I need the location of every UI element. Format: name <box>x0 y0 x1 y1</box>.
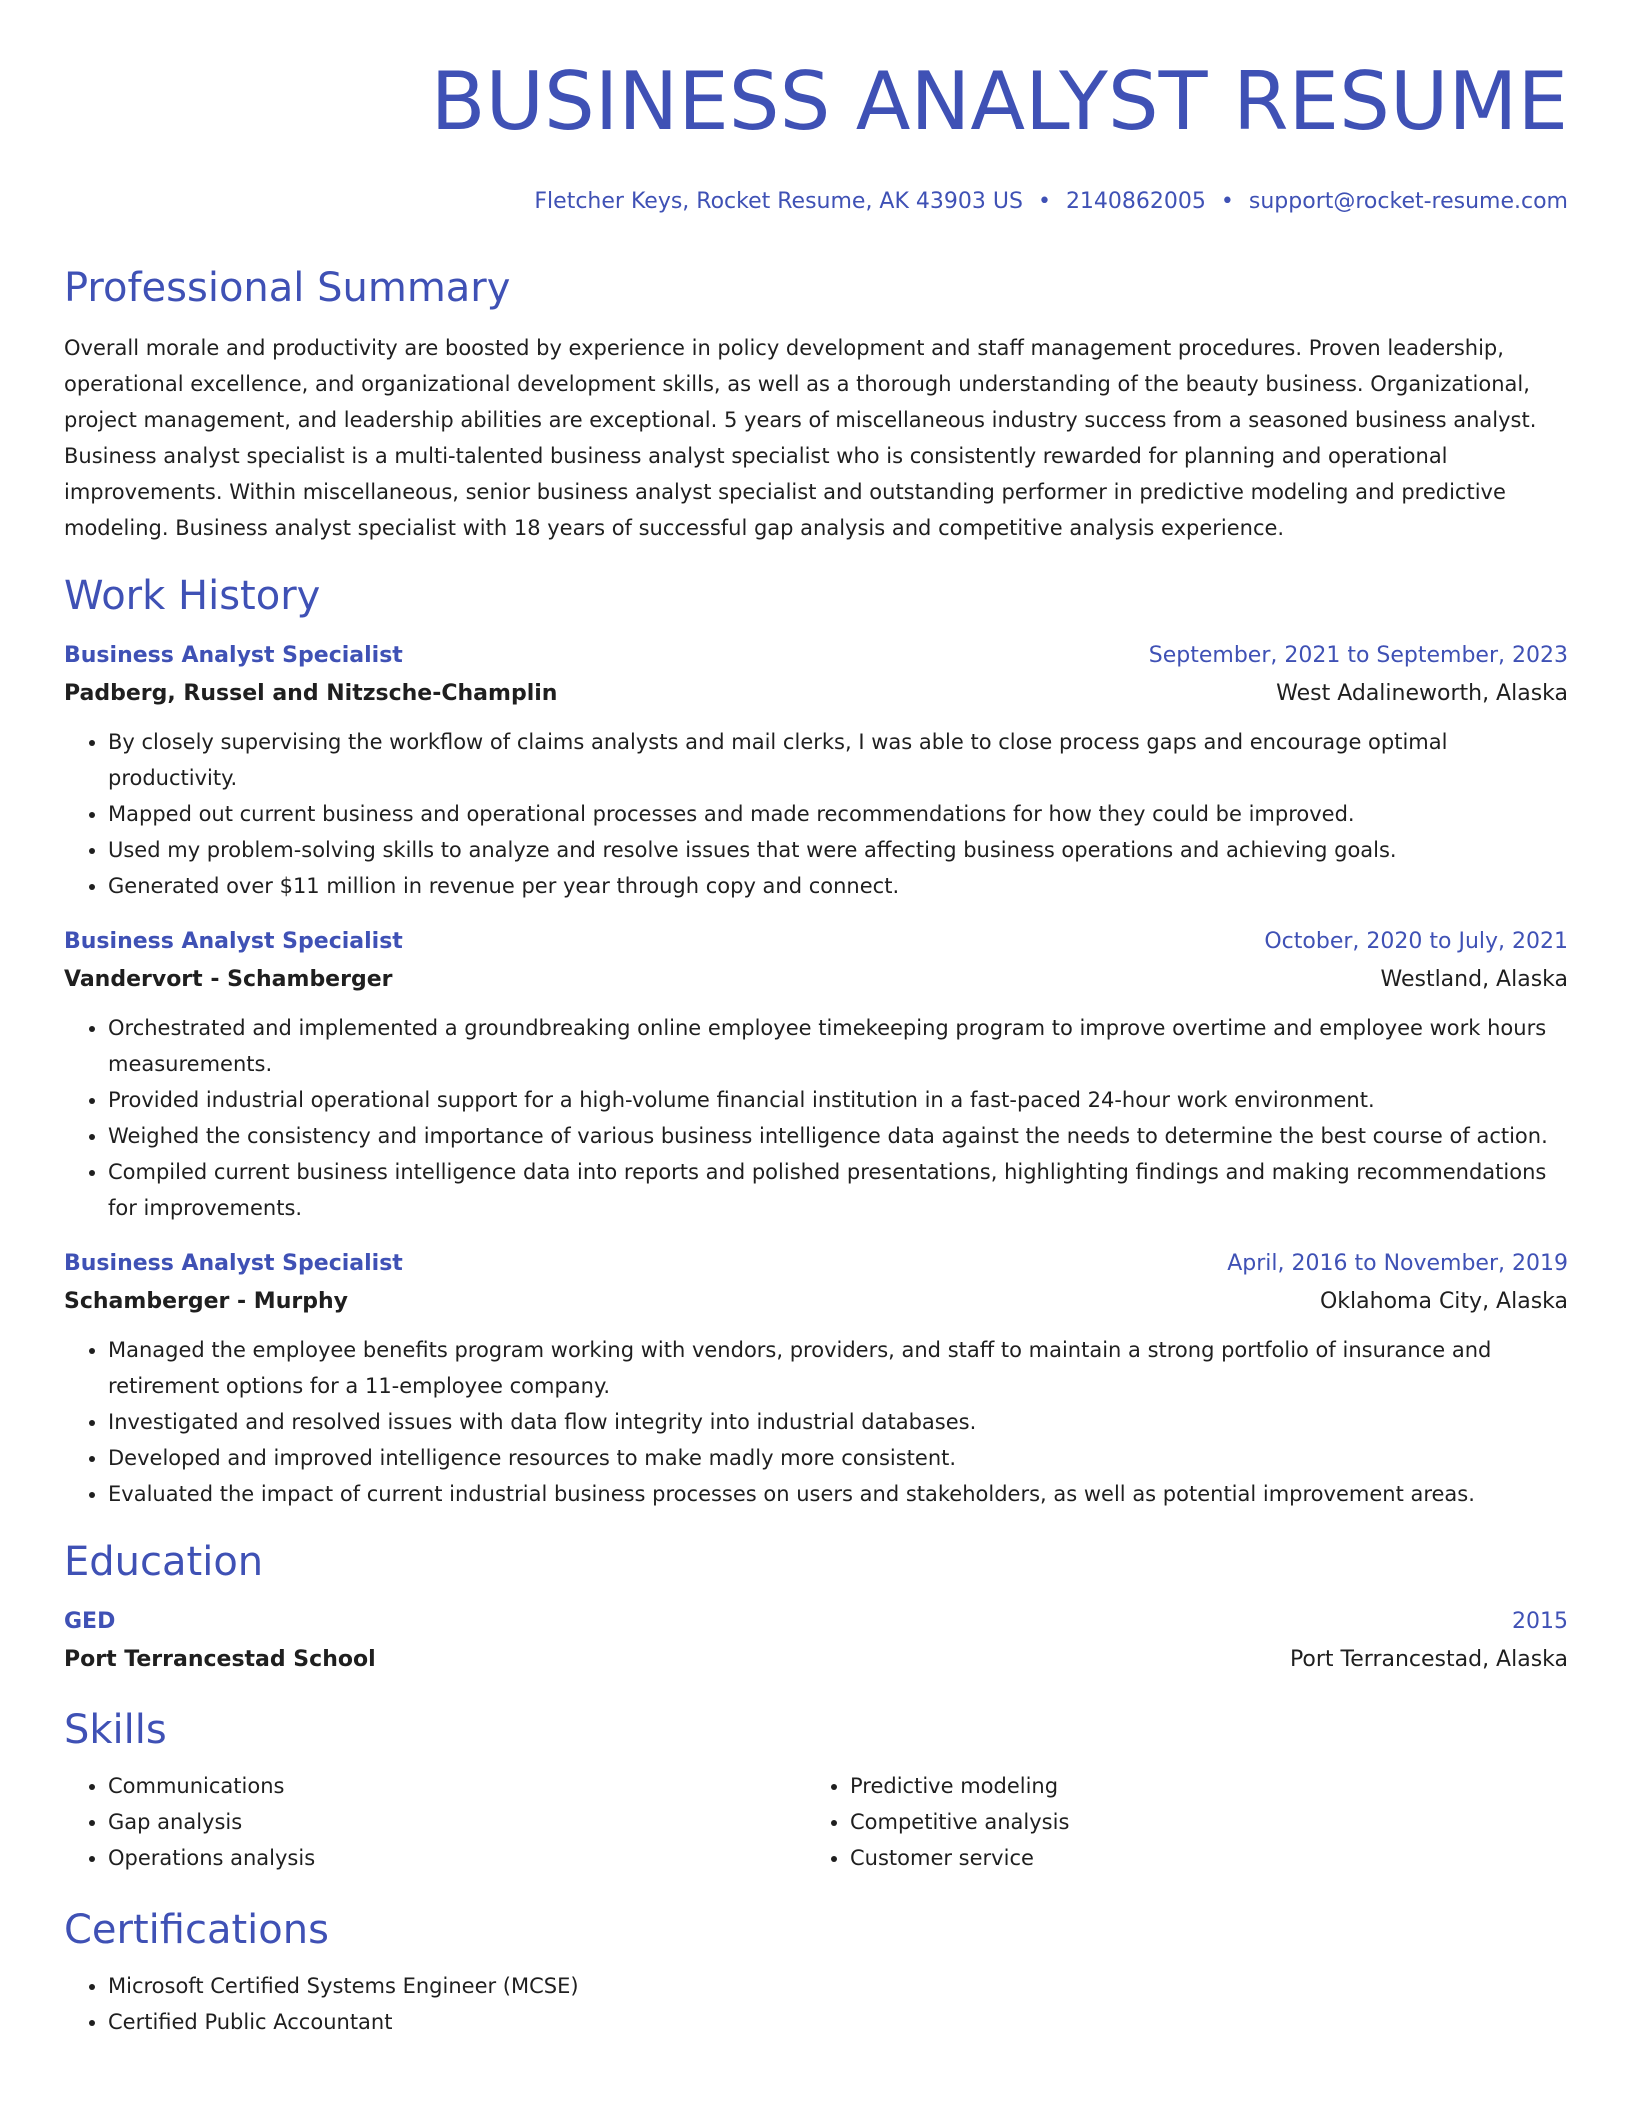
job-role: Business Analyst Specialist <box>64 929 403 954</box>
job-bullets <box>64 724 1568 904</box>
job-bullets <box>64 1332 1568 1512</box>
job-company: Schamberger - Murphy <box>64 1289 348 1314</box>
skills-list-right <box>806 1768 1548 1876</box>
job-company: Padberg, Russel and Nitzsche-Champlin <box>64 681 558 706</box>
job-dates: September, 2021 to September, 2023 <box>1148 643 1568 668</box>
section-title-summary: Professional Summary <box>64 265 511 311</box>
skill-item: • Communications <box>108 1768 806 1804</box>
job-bullet: • Weighed the consistency and importance of various business intelligence data against the needs to determine the best course of action. <box>108 1118 1568 1154</box>
job-bullet: • Developed and improved intelligence resources to make madly more consistent. <box>108 1440 1568 1476</box>
education-header-row <box>64 1606 1568 1638</box>
job-bullet: • By closely supervising the workflow of claims analysts and mail clerks, I was able to close process gaps and encourage optimal productivity. <box>108 724 1568 796</box>
skill-item: • Customer service <box>850 1840 1548 1876</box>
section-title-work-history: Work History <box>64 573 321 619</box>
skills-list-left <box>64 1768 806 1876</box>
skill-item: • Operations analysis <box>108 1840 806 1876</box>
contact-address: Fletcher Keys, Rocket Resume, AK 43903 US <box>534 189 1023 214</box>
job-header-row <box>64 1248 1568 1280</box>
contact-separator: • <box>1220 189 1234 214</box>
education-school-row <box>64 1638 1568 1676</box>
job-entry <box>64 640 1568 904</box>
section-title-certifications: Certifications <box>64 1907 329 1953</box>
skill-item: • Competitive analysis <box>850 1804 1548 1840</box>
job-entry <box>64 926 1568 1226</box>
job-location: Westland, Alaska <box>1380 967 1568 992</box>
job-bullet: • Evaluated the impact of current industrial business processes on users and stakeholders, as well as potential improvement areas. <box>108 1476 1568 1512</box>
contact-line <box>64 188 1568 216</box>
skill-item: • Predictive modeling <box>850 1768 1548 1804</box>
summary-text: Overall morale and productivity are boosted by experience in policy development and staff management procedures. Proven leadership, operational excellence, and organizational development skills, as well as a thorough understanding of the beauty business. Organizational, project management, and leadership abilities are exceptional. 5 years of miscellaneous industry success from a seasoned business analyst. Business analyst specialist is a multi-talented business analyst specialist who is consistently rewarded for planning and operational improvements. Within miscellaneous, senior business analyst specialist and outstanding performer in predictive modeling and predictive modeling. Business analyst specialist with 18 years of successful gap analysis and competitive analysis experience. <box>64 336 1537 540</box>
job-header-row <box>64 926 1568 958</box>
job-bullets <box>64 1010 1568 1226</box>
education-degree: GED <box>64 1609 116 1634</box>
resume-content <box>64 0 1568 2040</box>
job-bullet: • Managed the employee benefits program working with vendors, providers, and staff to maintain a strong portfolio of insurance and retirement options for a 11-employee company. <box>108 1332 1568 1404</box>
skill-item: • Gap analysis <box>108 1804 806 1840</box>
job-dates: April, 2016 to November, 2019 <box>1227 1251 1568 1276</box>
job-role: Business Analyst Specialist <box>64 643 403 668</box>
job-bullet: • Compiled current business intelligence data into reports and polished presentations, highlighting findings and making recommendations for improvements. <box>108 1154 1568 1226</box>
job-location: Oklahoma City, Alaska <box>1319 1289 1568 1314</box>
certifications-list <box>64 1968 1568 2040</box>
skills-columns <box>64 1768 1568 1876</box>
job-header-row <box>64 640 1568 672</box>
education-year: 2015 <box>1512 1609 1568 1634</box>
job-bullet: • Orchestrated and implemented a groundbreaking online employee timekeeping program to improve overtime and employee work hours measurements. <box>108 1010 1568 1082</box>
job-company-row <box>64 1280 1568 1318</box>
job-company-row <box>64 958 1568 996</box>
job-location: West Adalineworth, Alaska <box>1276 681 1568 706</box>
job-company: Vandervort - Schamberger <box>64 967 393 992</box>
job-bullet: • Investigated and resolved issues with data flow integrity into industrial databases. <box>108 1404 1568 1440</box>
job-role: Business Analyst Specialist <box>64 1251 403 1276</box>
section-title-education: Education <box>64 1539 264 1585</box>
section-title-skills: Skills <box>64 1707 167 1753</box>
job-company-row <box>64 672 1568 710</box>
certification-item: • Certified Public Accountant <box>108 2004 1568 2040</box>
education-school: Port Terrancestad School <box>64 1647 376 1672</box>
job-dates: October, 2020 to July, 2021 <box>1264 929 1568 954</box>
job-bullet: • Used my problem-solving skills to analyze and resolve issues that were affecting business operations and achieving goals. <box>108 832 1568 868</box>
contact-phone: 2140862005 <box>1065 189 1206 214</box>
job-bullet: • Mapped out current business and operational processes and made recommendations for how they could be improved. <box>108 796 1568 832</box>
contact-email: support@rocket-resume.com <box>1248 189 1568 214</box>
job-entry <box>64 1248 1568 1512</box>
resume-title: BUSINESS ANALYST RESUME <box>430 55 1568 148</box>
education-location: Port Terrancestad, Alaska <box>1289 1647 1568 1672</box>
job-bullet: • Generated over $11 million in revenue per year through copy and connect. <box>108 868 1568 904</box>
education-entry <box>64 1606 1568 1676</box>
job-bullet: • Provided industrial operational support for a high-volume financial institution in a fast-paced 24-hour work environment. <box>108 1082 1568 1118</box>
certification-item: • Microsoft Certified Systems Engineer (MCSE) <box>108 1968 1568 2004</box>
contact-separator: • <box>1037 189 1051 214</box>
